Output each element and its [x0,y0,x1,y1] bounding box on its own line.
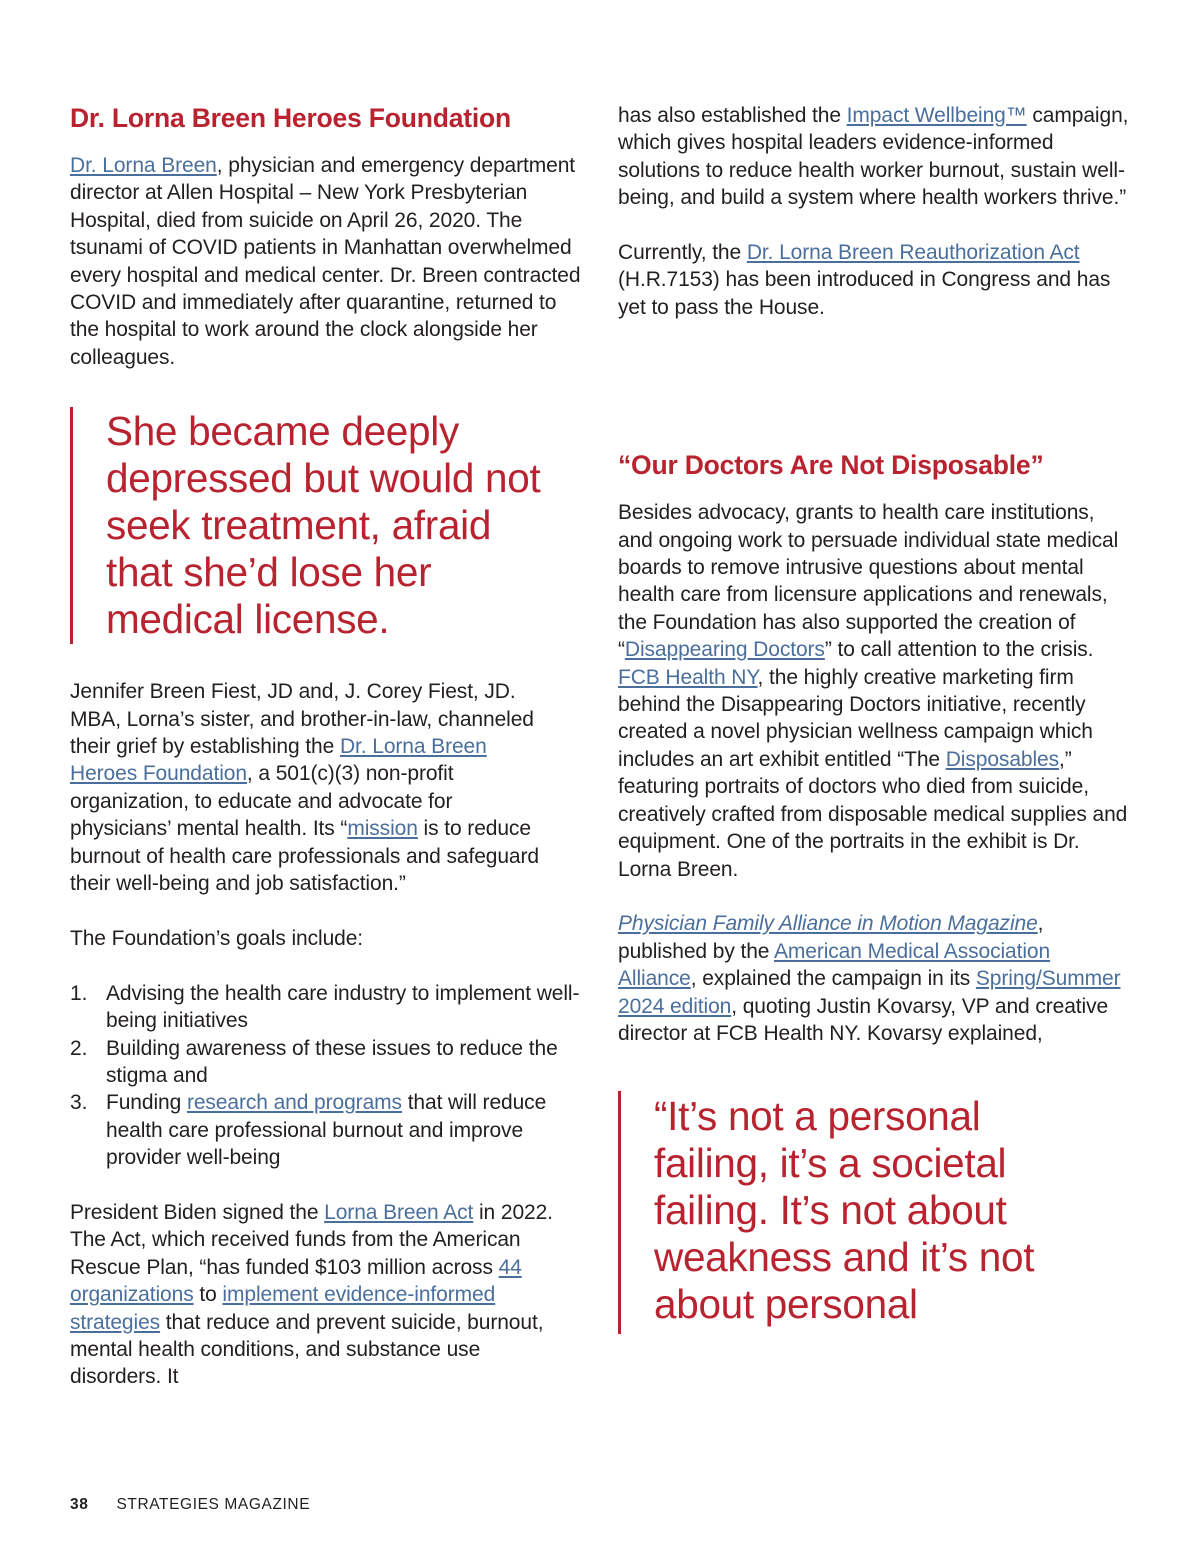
magazine-text-2: , explained the campaign in its [690,967,976,991]
advocacy-text-3: , the highly creative marketing firm behind the Disappearing Doctors initiative, recently created a novel physician wellness campaign which includes an art exhibit entitled “The [618,665,1093,771]
link-fcb-health-ny[interactable]: FCB Health NY [618,665,758,689]
link-lorna-breen-act[interactable]: Lorna Breen Act [324,1200,474,1224]
link-spring-summer-edition[interactable]: Spring/Summer 2024 edition [618,967,1121,1018]
advocacy-text-2: ” to call attention to the crisis. [824,638,1094,662]
goal-text-pre: Funding [106,1091,187,1115]
family-text-3: is to reduce burnout of health care professionals and safeguard their well-being and job satisfaction.” [70,817,539,896]
section-heading-foundation: Dr. Lorna Breen Heroes Foundation [70,103,512,133]
goals-list [70,980,584,1172]
left-column [70,0,590,1391]
cont-text-1: has also established the [618,104,847,127]
goal-item-2 [70,1035,584,1090]
goal-number: 1. [70,981,88,1005]
reauthorization-paragraph [618,239,1133,321]
advocacy-text-4: ,” featuring portraits of doctors who died from suicide, creatively crafted from disposable medical supplies and equipment. One of the portraits in the exhibit is Dr. Lorna Breen. [618,747,1128,881]
link-ama-alliance[interactable]: American Medical Association Alliance [618,939,1051,991]
reauth-text-2: (H.R.7153) has been introduced in Congress and has yet to pass the House. [618,268,1111,319]
goal-text: Building awareness of these issues to reduce the stigma and [106,1036,558,1087]
link-research-programs[interactable]: research and programs [186,1091,402,1115]
link-implement-strategies[interactable]: implement evidence-informed strategies [70,1283,496,1334]
link-disappearing-doctors[interactable]: Disappearing Doctors [624,638,825,662]
link-mission[interactable]: mission [347,817,418,841]
link-dr-lorna-breen[interactable]: Dr. Lorna Breen [70,154,217,177]
goal-text: Advising the health care industry to implement well-being initiatives [106,981,580,1033]
link-impact-wellbeing[interactable]: Impact Wellbeing™ [846,104,1027,127]
page-footer [70,1496,310,1514]
intro-paragraph [70,152,590,371]
continued-paragraph [618,102,1133,212]
section-heading-disposable: “Our Doctors Are Not Disposable” [618,450,1044,481]
link-pfa-magazine[interactable]: Physician Family Alliance in Motion Magazine [618,912,1038,936]
reauth-text-1: Currently, the [618,241,747,265]
pull-quote-right [618,1091,1094,1334]
family-paragraph [70,678,548,897]
goal-text: that will reduce health care professional burnout and improve provider well-being [106,1091,547,1170]
advocacy-text-1: Besides advocacy, grants to health care institutions, and ongoing work to persuade individual state medical boards to remove intrusive questions about mental health care from licensure applications and renewals, the Foundation has also supported the creation of “ [618,501,1119,662]
right-column [618,0,1133,1334]
pull-quote-left-text: She became deeply depressed but would not seek treatment, afraid that she’d lose her medical license. [106,408,541,643]
family-text-1: Jennifer Breen Fiest, JD and, J. Corey Fiest, JD. MBA, Lorna’s sister, and brother-in-law, channeled their grief by establishing the [70,680,534,759]
link-reauthorization-act[interactable]: Dr. Lorna Breen Reauthorization Act [746,241,1080,265]
page-number: 38 [70,1496,89,1513]
publication-name: STRATEGIES MAGAZINE [116,1496,311,1513]
pull-quote-left [70,407,566,644]
pull-quote-right-text: “It’s not a personal failing, it’s a societal failing. It’s not about weakness and it’s not about personal [654,1093,1035,1328]
act-text-4: that reduce and prevent suicide, burnout, mental health conditions, and substance use disorders. It [70,1310,544,1389]
link-44-organizations[interactable]: 44 organizations [70,1255,522,1307]
act-text-1: President Biden signed the [70,1200,325,1224]
link-foundation[interactable]: Dr. Lorna Breen Heroes Foundation [70,735,487,786]
family-text-2: , a 501(c)(3) non-profit organization, to educate and advocate for physicians’ mental health. Its “ [70,762,454,841]
goal-item-1 [70,980,584,1035]
act-text-3: to [193,1283,223,1307]
act-paragraph [70,1199,560,1391]
link-disposables[interactable]: Disposables [945,747,1060,771]
advocacy-paragraph [618,499,1133,883]
magazine-text-1: , published by the [618,912,1044,963]
magazine-text-3: , quoting Justin Kovarsy, VP and creative director at FCB Health NY. Kovarsy explained, [618,994,1109,1045]
goals-intro: The Foundation’s goals include: [70,926,364,950]
intro-text: , physician and emergency department director at Allen Hospital – New York Presbyterian Hospital, died from suicide on April 26, 2020. The tsunami of COVID patients in Manhattan overwhelmed every hospital and medical center. Dr. Breen contracted COVID and immediately after quarantine, returned to the hospital to work around the clock alongside her colleagues. [70,154,581,369]
goal-item-3 [70,1089,584,1171]
cont-text-2: campaign, which gives hospital leaders evidence-informed solutions to reduce health worker burnout, sustain well-being, and build a system where health workers thrive.” [618,104,1129,210]
goal-number: 2. [70,1036,88,1060]
magazine-paragraph [618,910,1133,1047]
act-text-2: in 2022. The Act, which received funds from the American Rescue Plan, “has funded $103 million across [70,1200,553,1279]
goal-number: 3. [70,1091,88,1115]
